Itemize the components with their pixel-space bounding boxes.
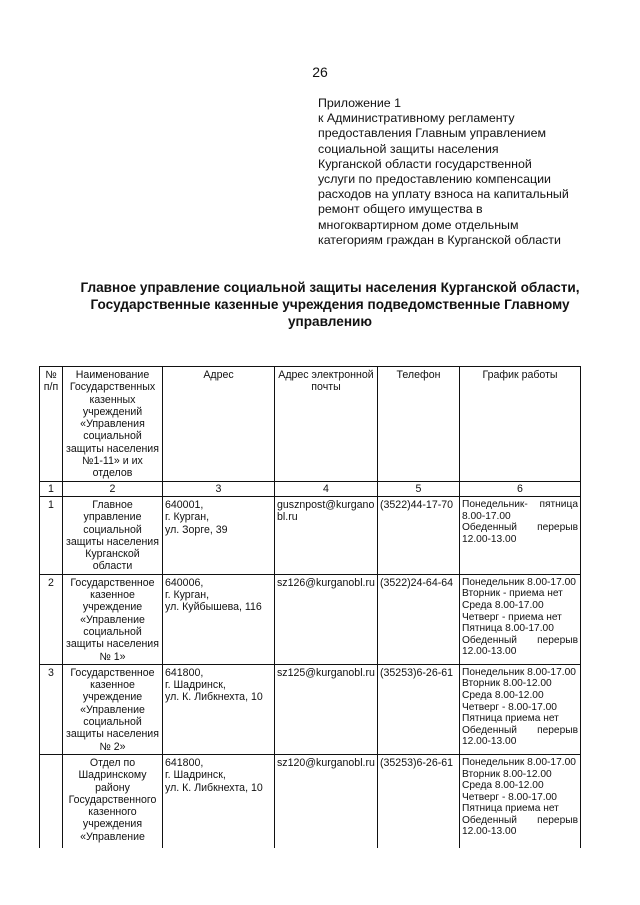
schedule-line xyxy=(462,588,578,600)
schedule-line xyxy=(462,534,578,546)
header-cell: Адрес xyxy=(163,367,275,482)
schedule-line xyxy=(462,757,578,769)
annex-line: услуги по предоставлению компенсации xyxy=(318,172,551,187)
annex-line: предоставления Главным управлением xyxy=(318,126,547,141)
schedule-text: Понедельник 8.00-17.00 xyxy=(462,756,576,768)
address-cell xyxy=(163,754,275,848)
schedule-line xyxy=(462,690,578,702)
phone-cell: (35253)6-26-61 xyxy=(378,754,460,848)
table-row xyxy=(40,574,581,664)
address-line: ул. К. Либкнехта, 10 xyxy=(165,691,263,704)
institution-name-cell: Главное управление социальной защиты населения Курганской области xyxy=(63,496,163,574)
annex-line: к Административному регламенту xyxy=(318,111,515,126)
schedule-line xyxy=(462,803,578,815)
schedule-text: Обеденный xyxy=(462,724,517,736)
annex-line: ремонт общего имущества в xyxy=(318,202,483,217)
table-row xyxy=(40,664,581,754)
schedule-text: Вторник 8.00-12.00 xyxy=(462,678,552,690)
address-line: г. Курган, xyxy=(165,511,210,524)
address-line: ул. К. Либкнехта, 10 xyxy=(165,781,263,794)
schedule-text: 8.00-17.00 xyxy=(462,510,511,522)
institutions-table xyxy=(39,366,581,848)
schedule-text: пятница xyxy=(539,498,578,510)
email-cell: gusznpost@kurganobl.ru xyxy=(275,496,378,574)
schedule-line xyxy=(462,713,578,725)
schedule-cell xyxy=(460,496,581,574)
schedule-text: Понедельник 8.00-17.00 xyxy=(462,666,576,678)
table-row xyxy=(40,754,581,848)
schedule-text: Обеденный xyxy=(462,814,517,826)
institution-name-cell: Отдел по Шадринскому району Государственного казенного учреждения «Управление xyxy=(63,754,163,848)
address-cell xyxy=(163,574,275,664)
annex-line: расходов на уплату взноса на капитальный xyxy=(318,187,569,202)
schedule-line xyxy=(462,702,578,714)
address-cell xyxy=(163,664,275,754)
email-cell: sz126@kurganobl.ru xyxy=(275,574,378,664)
schedule-text: Среда 8.00-12.00 xyxy=(462,780,544,792)
schedule-line xyxy=(462,815,578,827)
schedule-line xyxy=(462,769,578,781)
schedule-line xyxy=(462,792,578,804)
schedule-cell xyxy=(460,754,581,848)
address-line: ул. Куйбышева, 116 xyxy=(165,601,262,614)
schedule-text: перерыв xyxy=(537,724,578,736)
schedule-text: Среда 8.00-12.00 xyxy=(462,690,544,702)
schedule-text: 12.00-13.00 xyxy=(462,533,517,545)
address-line: ул. Зорге, 39 xyxy=(165,523,228,536)
schedule-text: 12.00-13.00 xyxy=(462,646,517,658)
schedule-text: перерыв xyxy=(537,634,578,646)
column-number: 6 xyxy=(460,481,581,496)
row-number-cell: 3 xyxy=(40,664,63,754)
header-cell: Наименование Государственных казенных учреждений «Управления социальной защиты населения №1-11» и их отделов xyxy=(63,367,163,482)
document-title xyxy=(60,279,600,330)
address-line: 641800, xyxy=(165,756,204,769)
row-number-cell: 2 xyxy=(40,574,63,664)
schedule-text: Четверг - приема нет xyxy=(462,611,562,623)
email-cell: sz120@kurganobl.ru xyxy=(275,754,378,848)
schedule-text: Четверг - 8.00-17.00 xyxy=(462,791,557,803)
address-cell xyxy=(163,496,275,574)
schedule-line xyxy=(462,635,578,647)
email-cell: sz125@kurganobl.ru xyxy=(275,664,378,754)
column-number: 3 xyxy=(163,481,275,496)
table-body xyxy=(40,496,581,847)
schedule-text: Пятница 8.00-17.00 xyxy=(462,623,554,635)
address-line: 640006, xyxy=(165,576,204,589)
schedule-text: перерыв xyxy=(537,814,578,826)
column-number: 1 xyxy=(40,481,63,496)
title-line: Государственные казенные учреждения подведомственные Главному xyxy=(90,297,570,312)
address-line: г. Курган, xyxy=(165,589,210,602)
header-cell: Адрес электронной почты xyxy=(275,367,378,482)
schedule-line xyxy=(462,826,578,838)
header-cell: № п/п xyxy=(40,367,63,482)
schedule-text: 12.00-13.00 xyxy=(462,826,517,838)
address-line: г. Шадринск, xyxy=(165,679,226,692)
header-cell: Телефон xyxy=(378,367,460,482)
schedule-line xyxy=(462,623,578,635)
address-line: г. Шадринск, xyxy=(165,769,226,782)
table-header-row xyxy=(40,367,581,482)
annex-line: Курганской области государственной xyxy=(318,156,532,171)
title-line: Главное управление социальной защиты населения Курганской области, xyxy=(80,280,580,295)
annex-line: социальной защиты населения xyxy=(318,141,499,156)
schedule-text: Среда 8.00-17.00 xyxy=(462,599,544,611)
row-number-cell xyxy=(40,754,63,848)
schedule-line xyxy=(462,600,578,612)
address-line: 641800, xyxy=(165,666,204,679)
column-number: 2 xyxy=(63,481,163,496)
phone-cell: (3522)44-17-70 xyxy=(378,496,460,574)
schedule-line xyxy=(462,678,578,690)
schedule-text: Пятница приема нет xyxy=(462,713,559,725)
schedule-text: Обеденный xyxy=(462,634,517,646)
column-number-row xyxy=(40,481,581,496)
schedule-text: Понедельник 8.00-17.00 xyxy=(462,576,576,588)
schedule-cell xyxy=(460,574,581,664)
phone-cell: (35253)6-26-61 xyxy=(378,664,460,754)
schedule-line xyxy=(462,646,578,658)
page-number: 26 xyxy=(312,64,328,80)
schedule-line xyxy=(462,499,578,511)
schedule-text: Вторник 8.00-12.00 xyxy=(462,768,552,780)
column-number: 5 xyxy=(378,481,460,496)
annex-line: категориям граждан в Курганской области xyxy=(318,232,561,247)
schedule-line xyxy=(462,725,578,737)
schedule-text: Понедельник- xyxy=(462,498,528,510)
institution-name-cell: Государственное казенное учреждение «Управление социальной защиты населения № 2» xyxy=(63,664,163,754)
table-row xyxy=(40,496,581,574)
annex-line: Приложение 1 xyxy=(318,96,402,110)
schedule-text: перерыв xyxy=(537,522,578,534)
address-line: 640001, xyxy=(165,498,204,511)
annex-line: многоквартирном доме отдельным xyxy=(318,217,519,232)
schedule-line xyxy=(462,736,578,748)
row-number-cell: 1 xyxy=(40,496,63,574)
schedule-line xyxy=(462,511,578,523)
header-cell: График работы xyxy=(460,367,581,482)
schedule-text: Пятница приема нет xyxy=(462,803,559,815)
schedule-text: Вторник - приема нет xyxy=(462,588,563,600)
schedule-line xyxy=(462,522,578,534)
institution-name-cell: Государственное казенное учреждение «Управление социальной защиты населения № 1» xyxy=(63,574,163,664)
schedule-text: 12.00-13.00 xyxy=(462,736,517,748)
schedule-line xyxy=(462,612,578,624)
title-line: управлению xyxy=(287,314,372,329)
schedule-line xyxy=(462,780,578,792)
schedule-text: Обеденный xyxy=(462,522,517,534)
schedule-text: Четверг - 8.00-17.00 xyxy=(462,701,557,713)
phone-cell: (3522)24-64-64 xyxy=(378,574,460,664)
schedule-line xyxy=(462,577,578,589)
schedule-line xyxy=(462,667,578,679)
column-number: 4 xyxy=(275,481,378,496)
annex-block xyxy=(318,96,588,248)
schedule-cell xyxy=(460,664,581,754)
